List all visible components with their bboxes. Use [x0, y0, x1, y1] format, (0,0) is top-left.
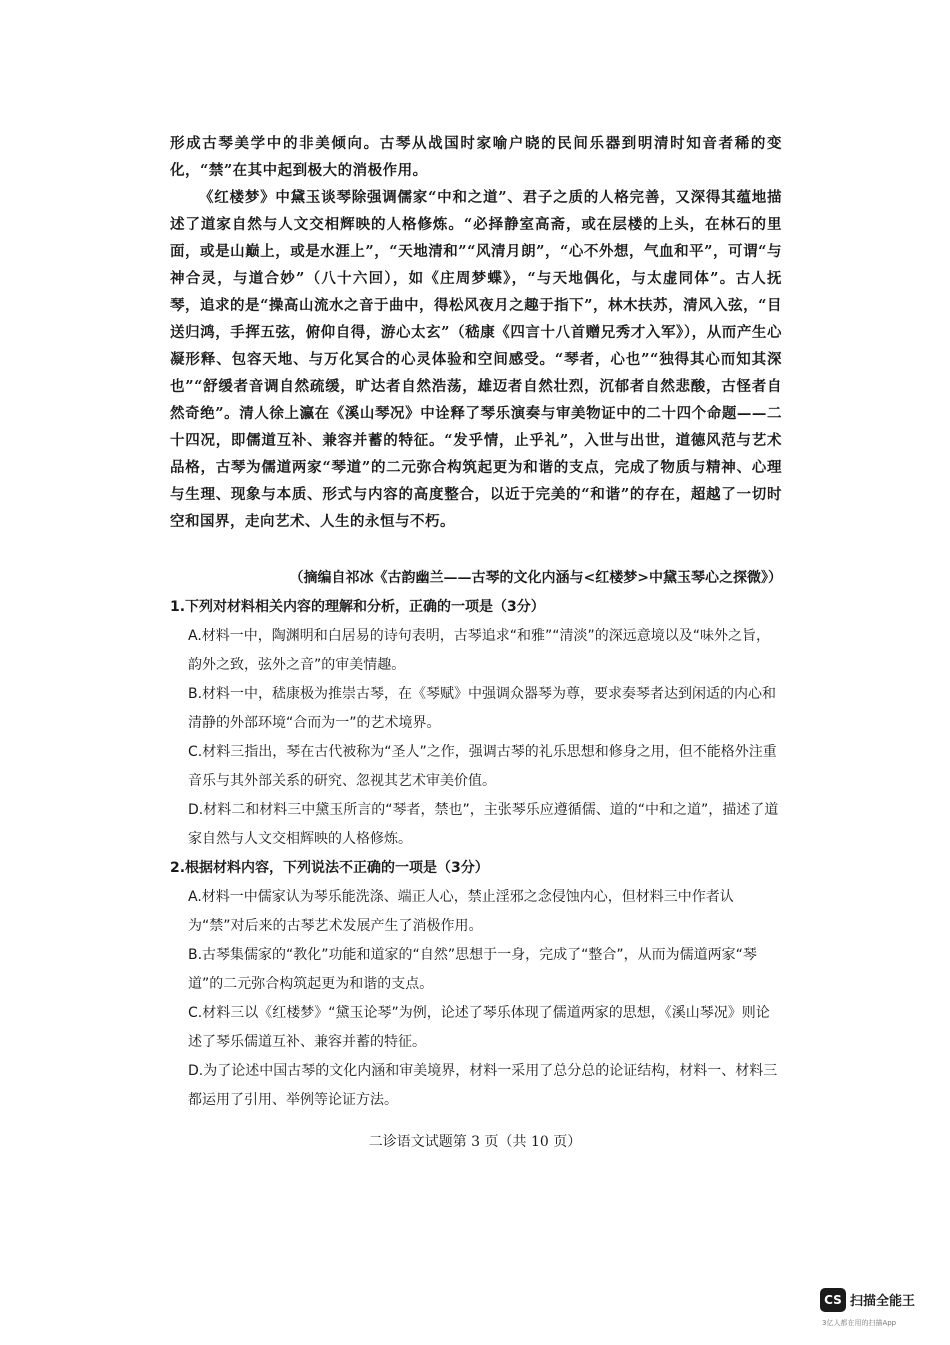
- question-2-option-d: D.为了论述中国古琴的文化内涵和审美境界，材料一采用了总分总的论证结构，材料一、材料三都运用了引用、举例等论证方法。: [188, 1063, 778, 1108]
- question-1: [170, 593, 782, 854]
- passage-source: （摘编自祁冰《古韵幽兰——古琴的文化内涵与<红楼梦>中黛玉琴心之探微》）: [289, 570, 782, 586]
- passage-paragraph-1: 形成古琴美学中的非美倾向。古琴从战国时家喻户晓的民间乐器到明清时知音者稀的变化，“禁”在其中起到极大的消极作用。: [170, 135, 782, 179]
- question-1-stem: 1.下列对材料相关内容的理解和分析，正确的一项是（3分）: [170, 599, 545, 615]
- question-1-option-c: C.材料三指出，琴在古代被称为“圣人”之作，强调古琴的礼乐思想和修身之用，但不能格外注重音乐与其外部关系的研究、忽视其艺术审美价值。: [188, 744, 777, 789]
- watermark-subtitle: 3亿人都在用的扫描App: [822, 1319, 897, 1327]
- scanner-watermark: [820, 1288, 940, 1338]
- watermark-title: 扫描全能王: [850, 1294, 916, 1309]
- question-1-option-a: A.材料一中，陶渊明和白居易的诗句表明，古琴追求“和雅”“清淡”的深远意境以及“味外之旨，韵外之致，弦外之音”的审美情趣。: [188, 628, 771, 673]
- question-1-option-d: D.材料二和材料三中黛玉所言的“琴者，禁也”，主张琴乐应遵循儒、道的“中和之道”，描述了道家自然与人文交相辉映的人格修炼。: [188, 802, 779, 847]
- question-2-stem: 2.根据材料内容，下列说法不正确的一项是（3分）: [170, 860, 489, 876]
- page-footer: 二诊语文试题第 3 页（共 10 页）: [368, 1134, 582, 1150]
- question-2-option-b: B.古琴集儒家的“教化”功能和道家的“自然”思想于一身，完成了“整合”，从而为儒道两家“琴道”的二元弥合构筑起更为和谐的支点。: [188, 947, 757, 992]
- passage-paragraph-2: 《红楼梦》中黛玉谈琴除强调儒家“中和之道”、君子之质的人格完善，又深得其蕴地描述了道家自然与人文交相辉映的人格修炼。“必择静室高斋，或在层楼的上头，在林石的里面，或是山巅上，或是水涯上”，“天地清和”“风清月朗”，“心不外想，气血和平”，可谓“与神合灵，与道合妙”（八十六回），如《庄周梦蝶》，“与天地偶化，与太虚同体”。古人抚琴，追求的是“操高山流水之音于曲中，得松风夜月之趣于指下”，林木扶苏，清风入弦，“目送归鸿，手挥五弦，俯仰自得，游心太玄”（嵇康《四言十八首赠兄秀才入军》），从而产生心凝形释、包容天地、与万化冥合的心灵体验和空间感受。“琴者，心也”“独得其心而知其深也”“舒缓者音调自然疏缓，旷达者自然浩荡，雄迈者自然壮烈，沉郁者自然悲酸，古怪者自然奇绝”。清人徐上瀛在《溪山琴况》中诠释了琴乐演奏与审美物证中的二十四个命题——二十四况，即儒道互补、兼容并蓄的特征。“发乎情，止乎礼”，入世与出世，道德风范与艺术品格，古琴为儒道两家“琴道”的二元弥合构筑起更为和谐的支点，完成了物质与精神、心理与生理、现象与本质、形式与内容的高度整合，以近于完美的“和谐”的存在，超越了一切时空和国界，走向艺术、人生的永恒与不朽。: [170, 189, 782, 530]
- cs-logo-icon: CS: [820, 1288, 846, 1312]
- questions-section: [170, 593, 782, 1115]
- question-1-option-b: B.材料一中，嵇康极为推崇古琴，在《琴赋》中强调众器琴为尊，要求奏琴者达到闲适的内心和清静的外部环境“合而为一”的艺术境界。: [188, 686, 777, 731]
- question-2: [170, 854, 782, 1115]
- question-2-option-a: A.材料一中儒家认为琴乐能洗涤、端正人心，禁止淫邪之念侵蚀内心，但材料三中作者认为“禁”对后来的古琴艺术发展产生了消极作用。: [188, 889, 734, 934]
- passage-body: [170, 130, 782, 535]
- question-2-option-c: C.材料三以《红楼梦》“黛玉论琴”为例，论述了琴乐体现了儒道两家的思想，《溪山琴况》则论述了琴乐儒道互补、兼容并蓄的特征。: [188, 1005, 770, 1050]
